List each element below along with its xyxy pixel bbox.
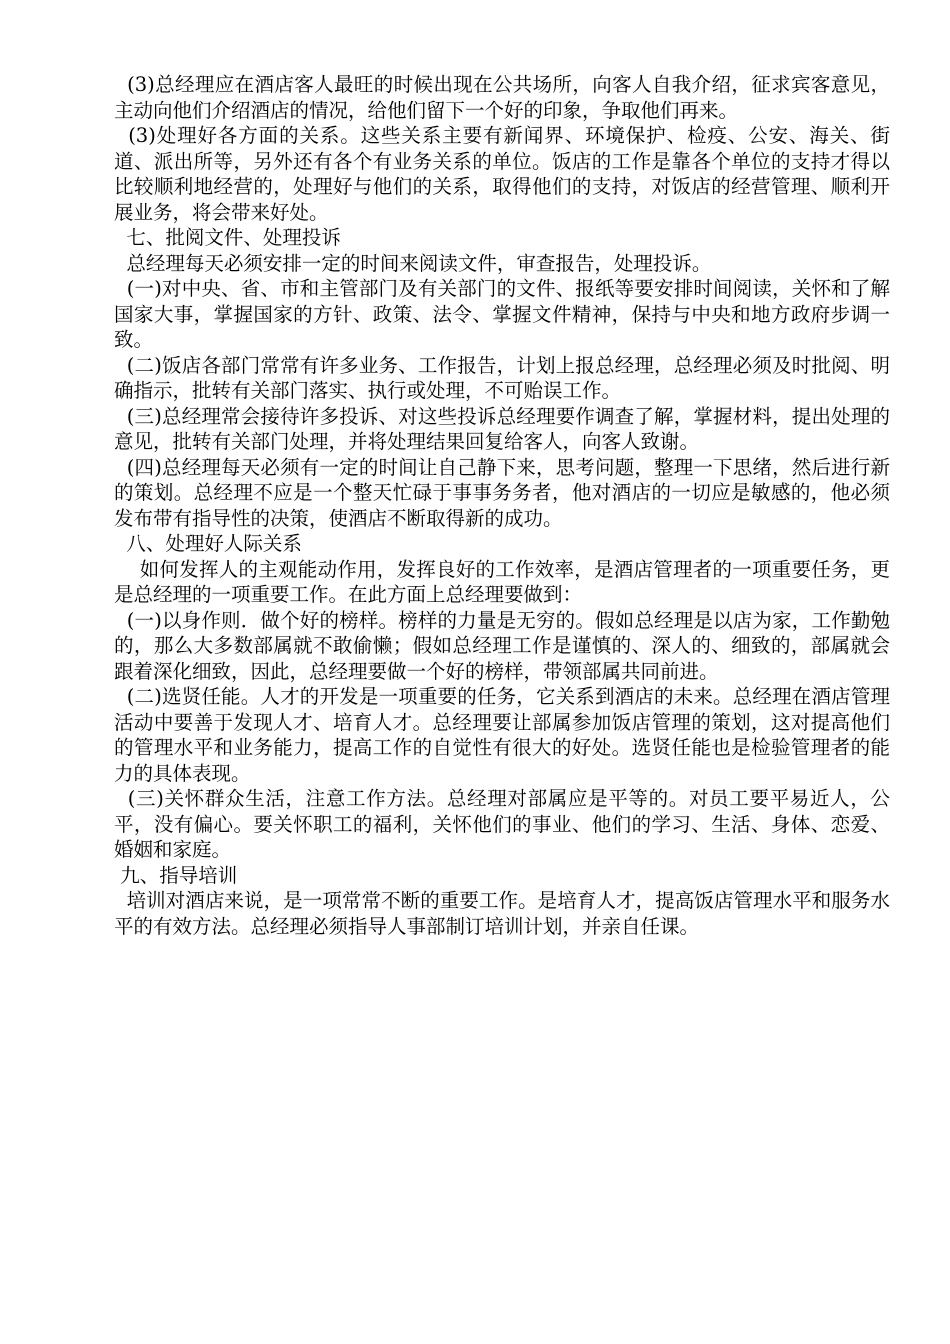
paragraph-7-4: (四)总经理每天必须有一定的时间让自己静下来，思考问题，整理一下思绪，然后进行新的策划。总经理不应是一个整天忙碌于事事务务者，他对酒店的一切应是敏感的，他必须发布带有指导性的决策，使酒店不断取得新的成功。: [114, 455, 890, 530]
section-heading-7: 七、批阅文件、处理投诉: [114, 226, 341, 249]
paragraph-8-3: (三)关怀群众生活，注意工作方法。总经理对部属应是平等的。对员工要平易近人，公平，没有偏心。要关怀职工的福利，关怀他们的事业、他们的学习、生活、身体、恋爱、婚姻和家庭。: [114, 787, 890, 861]
paragraph-guest-relations: (3)总经理应在酒店客人最旺的时候出现在公共场所，向客人自我介绍，征求宾客意见，主动向他们介绍酒店的情况，给他们留下一个好的印象，争取他们再来。: [114, 73, 890, 122]
section-heading-9: 九、指导培训: [114, 863, 238, 887]
paragraph-8-1: (一)以身作则．做个好的榜样。榜样的力量是无穷的。假如总经理是以店为家，工作勤勉的，那么大多数部属就不敢偷懒；假如总经理工作是谨慎的、深人的、细致的，部属就会跟着深化细致，因此，总经理要做一个好的榜样，带领部属共同前进。: [114, 608, 890, 683]
paragraph-7-3: (三)总经理常会接待许多投诉、对这些投诉总经理要作调查了解，掌握材料，提出处理的意见，批转有关部门处理，并将处理结果回复给客人，向客人致谢。: [114, 404, 890, 453]
paragraph-section-7-intro: 总经理每天必须安排一定的时间来阅读文件，审查报告，处理投诉。: [114, 251, 712, 275]
paragraph-8-2: (二)选贤任能。人才的开发是一项重要的任务，它关系到酒店的未来。总经理在酒店管理活动中要善于发现人才、培育人才。总经理要让部属参加饭店管理的策划，这对提高他们的管理水平和业务能力，提高工作的自觉性有很大的好处。选贤任能也是检验管理者的能力的具体表现。: [114, 685, 890, 785]
paragraph-7-2: (二)饭店各部门常常有许多业务、工作报告，计划上报总经理，总经理必须及时批阅、明确指示，批转有关部门落实、执行或处理，不可贻误工作。: [114, 353, 890, 402]
paragraph-section-8-intro: 如何发挥人的主观能动作用，发挥良好的工作效率，是酒店管理者的一项重要任务，更是总经理的一项重要工作。在此方面上总经理要做到：: [114, 557, 890, 606]
paragraph-external-relations: (3)处理好各方面的关系。这些关系主要有新闻界、环境保护、检疫、公安、海关、街道、派出所等，另外还有各个有业务关系的单位。饭店的工作是靠各个单位的支持才得以比较顺利地经营的，处理好与他们的关系，取得他们的支持，对饭店的经营管理、顺利开展业务，将会带来好处。: [114, 124, 890, 224]
document-page: [114, 72, 890, 939]
section-heading-8: 八、处理好人际关系: [114, 532, 302, 555]
paragraph-section-9-body: 培训对酒店来说，是一项常常不断的重要工作。是培育人才，提高饭店管理水平和服务水平的有效方法。总经理必须指导人事部制订培训计划，并亲自任课。: [114, 889, 890, 938]
paragraph-7-1: (一)对中央、省、市和主管部门及有关部门的文件、报纸等要安排时间阅读，关怀和了解国家大事，掌握国家的方针、政策、法令、掌握文件精神，保持与中央和地方政府步调一致。: [114, 277, 890, 351]
